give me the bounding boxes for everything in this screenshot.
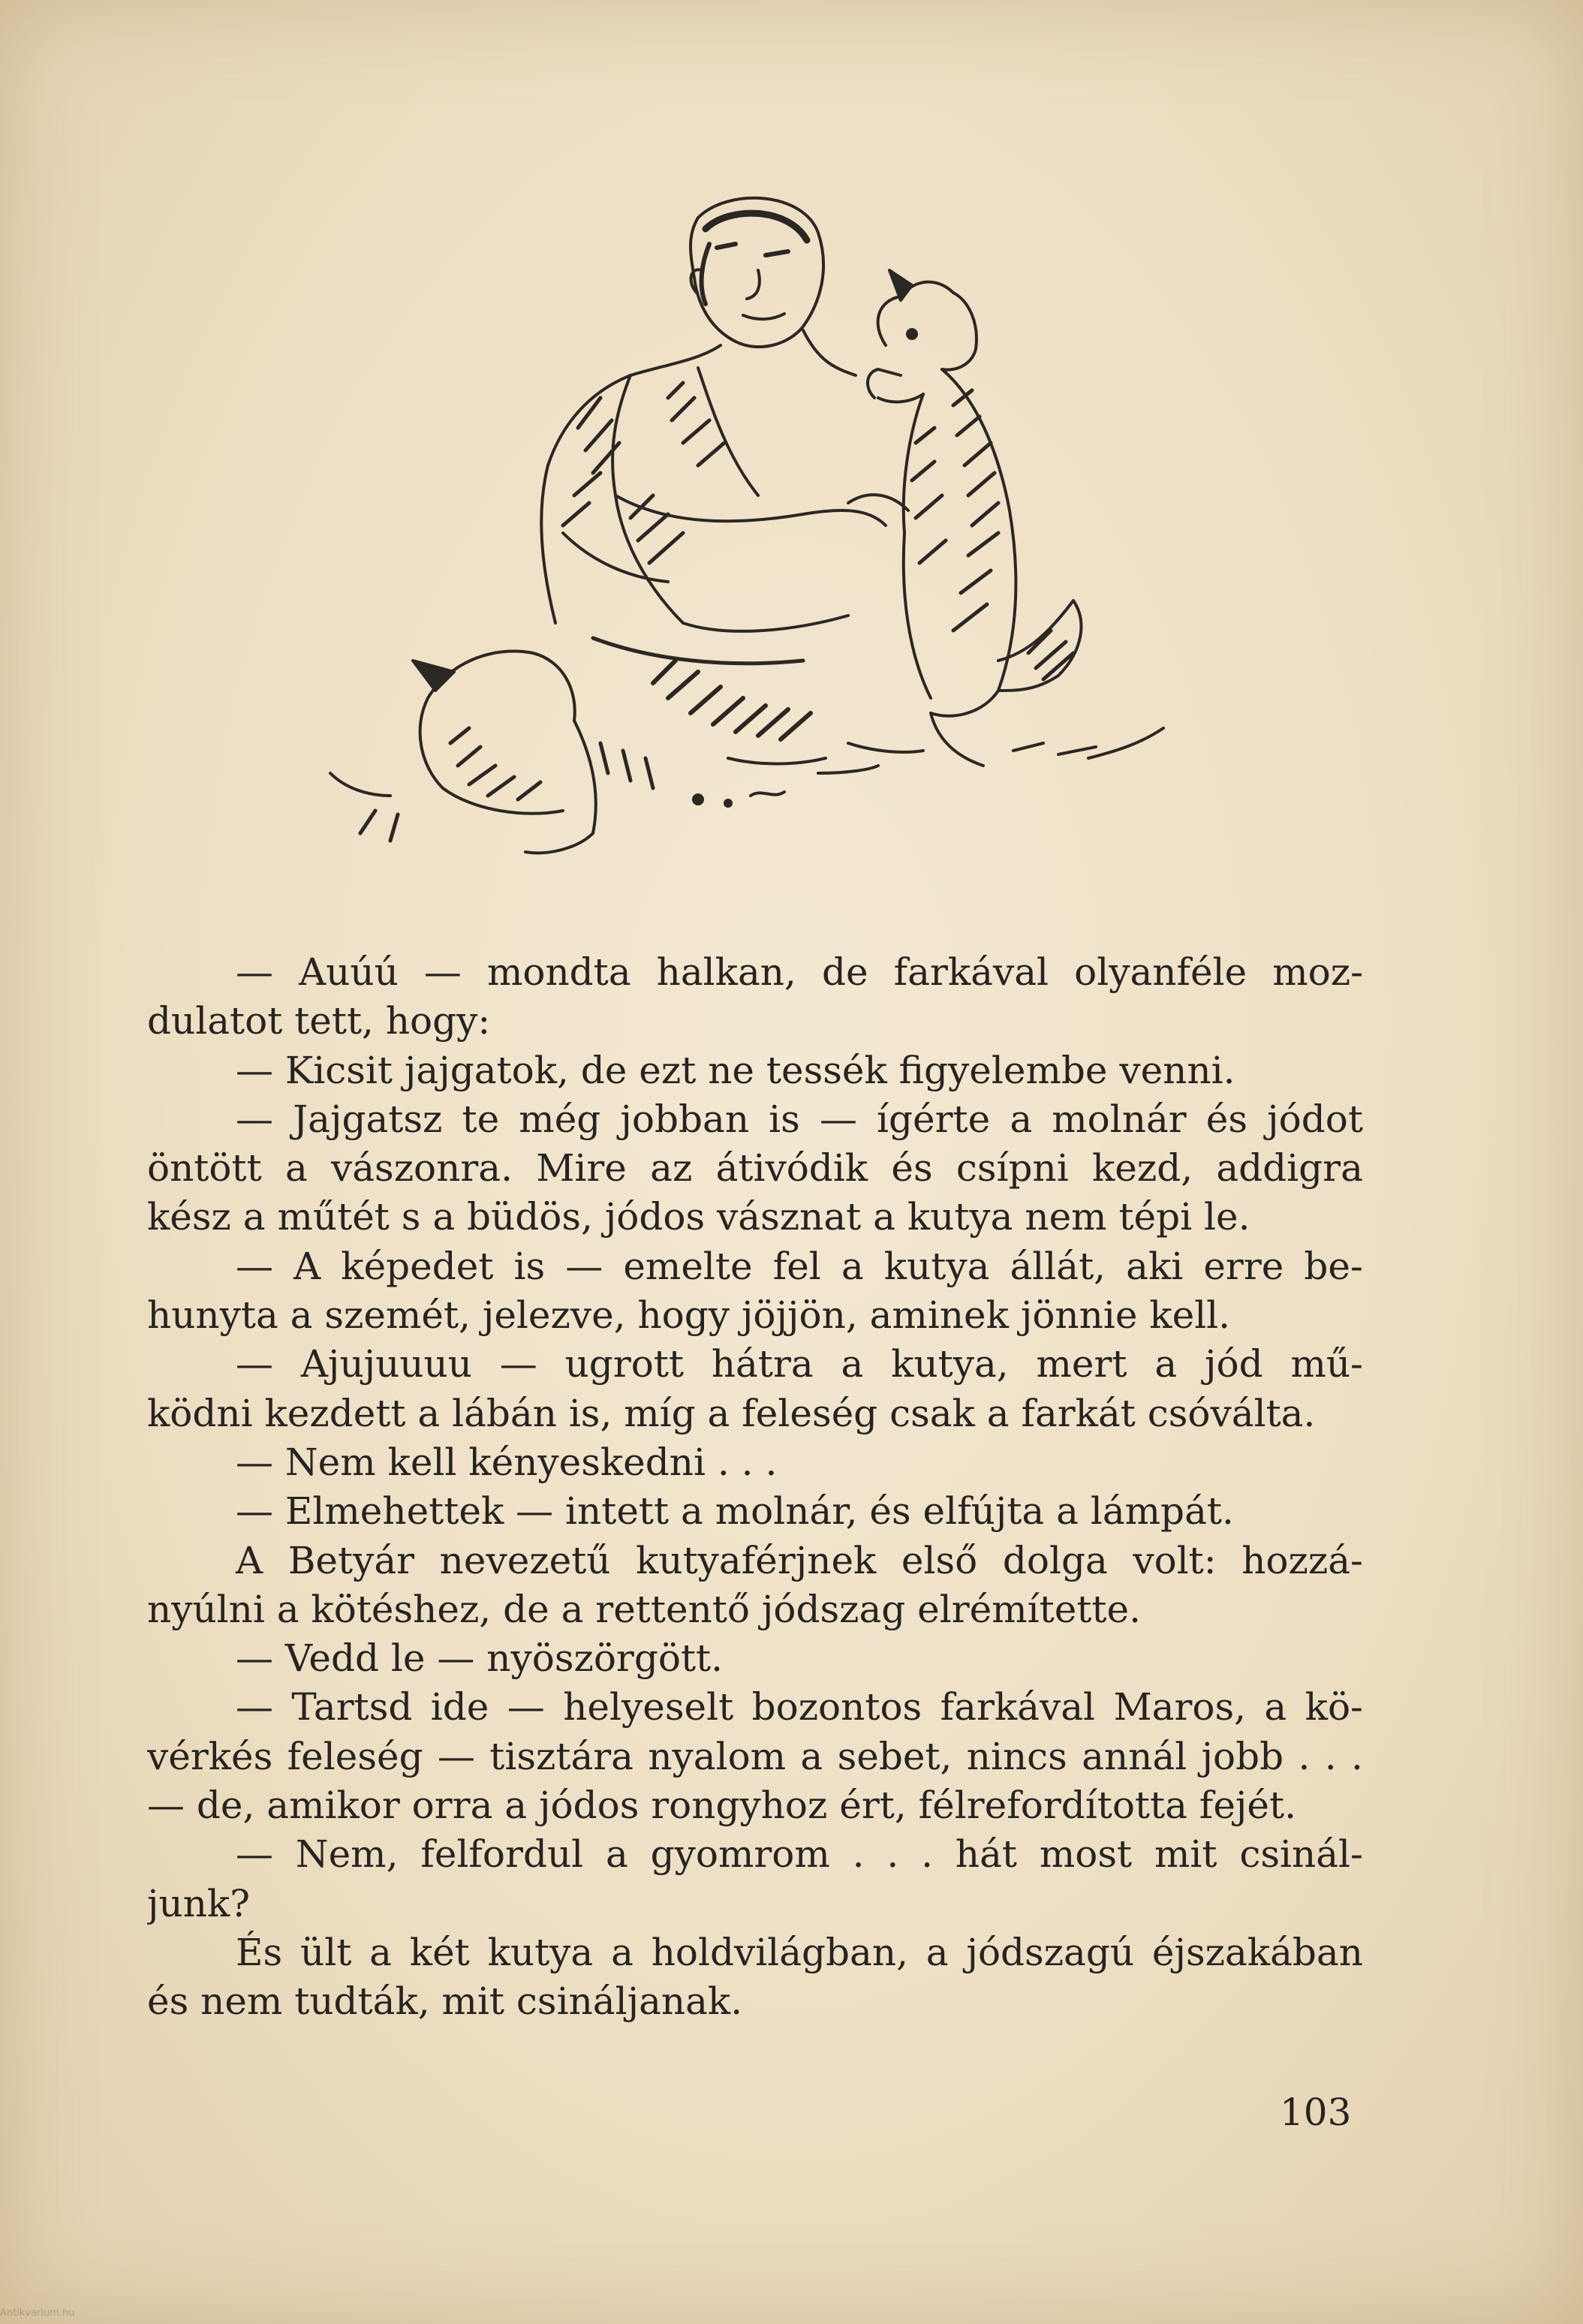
text-line <box>147 1095 1363 1144</box>
word: kutya, <box>891 1342 1009 1386</box>
word: a <box>611 1930 634 1974</box>
text-line <box>147 1732 1363 1781</box>
word: jobban <box>620 1097 750 1141</box>
word: — <box>565 1244 603 1288</box>
text-line <box>147 1634 1363 1683</box>
man-with-two-dogs-illustration-icon <box>278 173 1231 893</box>
word: a <box>369 1930 392 1974</box>
word: tisztára <box>489 1734 634 1778</box>
text-line <box>147 1438 1363 1487</box>
word: És <box>236 1930 283 1974</box>
word: kö- <box>1305 1685 1363 1729</box>
word: az <box>650 1146 693 1191</box>
word: ígérte <box>877 1097 991 1141</box>
word: volt: <box>1133 1538 1217 1582</box>
text-line <box>147 997 1363 1046</box>
word: . <box>1351 1734 1363 1778</box>
line-text: nyúlni a kötéshez, de a rettentő jódszag elrémítette. <box>147 1587 1141 1631</box>
word: gyomrom <box>650 1832 830 1877</box>
word: és <box>891 1146 933 1191</box>
word: a <box>841 1342 864 1386</box>
word: nevezetű <box>439 1538 611 1582</box>
word: vérkés <box>147 1734 273 1778</box>
word: olyanféle <box>1074 950 1247 994</box>
word: emelte <box>623 1244 753 1288</box>
word: vászonra. <box>331 1146 513 1191</box>
word: a <box>925 1930 949 1974</box>
word: holdvilágban, <box>651 1930 908 1974</box>
word: helyeselt <box>563 1685 734 1729</box>
word: de <box>821 950 868 994</box>
word: mondta <box>486 950 631 994</box>
line-text: ködni kezdett a lábán is, míg a feleség csak a farkát csóválta. <box>147 1391 1316 1435</box>
word: Jajgatsz <box>293 1097 443 1141</box>
watermark: Antikvarium.hu <box>0 2307 75 2319</box>
word: éjszakában <box>1151 1930 1363 1974</box>
word: a <box>1264 1685 1287 1729</box>
word: — <box>236 950 273 994</box>
word: most <box>1039 1832 1133 1877</box>
word: mű- <box>1290 1342 1363 1386</box>
word: állát, <box>1010 1244 1106 1288</box>
word: A <box>236 1538 263 1582</box>
text-line <box>147 1977 1363 2026</box>
word: a <box>284 1146 308 1191</box>
word: — <box>499 1342 537 1386</box>
word: fel <box>772 1244 821 1288</box>
word: moz- <box>1272 950 1363 994</box>
text-line <box>147 1340 1363 1389</box>
word: jobb <box>1201 1734 1284 1778</box>
word: kutya <box>487 1930 594 1974</box>
word: dolga <box>1002 1538 1108 1582</box>
word: — <box>236 1097 273 1141</box>
word: — <box>236 1685 273 1729</box>
text-line <box>147 1193 1363 1242</box>
word: is <box>513 1244 546 1288</box>
word: sebet, <box>837 1734 953 1778</box>
standing-dog-figure <box>848 270 1163 766</box>
word: — <box>236 1832 273 1877</box>
word: — <box>423 950 462 994</box>
text-line <box>147 1781 1363 1830</box>
word: Betyár <box>287 1538 415 1582</box>
line-text: — Nem kell kényeskedni . . . <box>236 1440 778 1484</box>
text-line <box>147 1880 1363 1928</box>
text-line <box>147 1144 1363 1193</box>
word: hátra <box>711 1342 814 1386</box>
ground-hatching <box>593 638 1096 806</box>
page-number: 103 <box>1280 2091 1352 2134</box>
word: még <box>519 1097 601 1141</box>
word: ugrott <box>564 1342 685 1386</box>
text-line <box>147 1487 1363 1536</box>
word: . <box>1298 1734 1311 1778</box>
word: feleség <box>287 1734 423 1778</box>
word: és <box>1205 1097 1248 1141</box>
text-line <box>147 1928 1363 1977</box>
word: kezd, <box>1091 1146 1193 1191</box>
word: addigra <box>1216 1146 1363 1191</box>
text-line <box>147 948 1363 997</box>
line-text: — Vedd le — nyöszörgött. <box>236 1636 724 1681</box>
sitting-dog-figure <box>330 652 596 853</box>
word: csinál- <box>1239 1832 1363 1877</box>
word: hozzá- <box>1241 1538 1363 1582</box>
text-line <box>147 1683 1363 1732</box>
word: annál <box>1082 1734 1187 1778</box>
word: a <box>800 1734 823 1778</box>
word: két <box>409 1930 470 1974</box>
text-line <box>147 1242 1363 1291</box>
word: nyalom <box>648 1734 787 1778</box>
word: jódot <box>1267 1097 1363 1141</box>
word: felfordul <box>420 1832 584 1877</box>
word: — <box>236 1342 273 1386</box>
word: kutya <box>883 1244 990 1288</box>
word: — <box>507 1685 545 1729</box>
word: csípni <box>956 1146 1069 1191</box>
word: is <box>769 1097 800 1141</box>
man-figure <box>541 198 886 631</box>
line-text: junk? <box>147 1881 251 1925</box>
word: ide <box>430 1685 489 1729</box>
word: . <box>1324 1734 1337 1778</box>
text-line <box>147 1291 1363 1340</box>
word: farkával <box>940 1685 1096 1729</box>
word: . <box>852 1832 865 1877</box>
text-line <box>147 1389 1363 1438</box>
word: kutyaférjnek <box>636 1538 877 1582</box>
word: a <box>605 1832 628 1877</box>
word: Nem, <box>295 1832 399 1877</box>
word: — <box>437 1734 475 1778</box>
word: öntött <box>147 1146 262 1191</box>
word: hát <box>955 1832 1018 1877</box>
word: első <box>901 1538 978 1582</box>
word: mit <box>1154 1832 1217 1877</box>
word: nincs <box>966 1734 1067 1778</box>
word: jód <box>1204 1342 1263 1386</box>
word: — <box>819 1097 857 1141</box>
text-line <box>147 1830 1363 1879</box>
word: A <box>293 1244 321 1288</box>
line-text: — Elmehettek — intett a molnár, és elfújta a lámpát. <box>236 1489 1234 1534</box>
word: erre <box>1203 1244 1284 1288</box>
word: a <box>1010 1097 1033 1141</box>
word: halkan, <box>656 950 796 994</box>
word: aki <box>1126 1244 1184 1288</box>
word: — <box>236 1244 273 1288</box>
word: képedet <box>341 1244 494 1288</box>
text-line <box>147 1537 1363 1585</box>
word: a <box>1154 1342 1178 1386</box>
word: molnár <box>1052 1097 1187 1141</box>
line-text: hunyta a szemét, jelezve, hogy jöjjön, aminek jönnie kell. <box>147 1293 1231 1338</box>
word: be- <box>1304 1244 1363 1288</box>
word: bozontos <box>751 1685 922 1729</box>
word: Ajujuuuu <box>300 1342 472 1386</box>
word: ült <box>300 1930 352 1974</box>
word: mert <box>1036 1342 1127 1386</box>
text-line <box>147 1046 1363 1095</box>
text-line <box>147 1585 1363 1634</box>
word: te <box>462 1097 500 1141</box>
word: Auúú <box>299 950 399 994</box>
word: Maros, <box>1113 1685 1246 1729</box>
line-text: dulatot tett, hogy: <box>147 999 491 1043</box>
line-text: — Kicsit jajgatok, de ezt ne tessék figyelembe venni. <box>236 1048 1235 1092</box>
word: farkával <box>893 950 1049 994</box>
word: . <box>886 1832 899 1877</box>
word: jódszagú <box>966 1930 1135 1974</box>
body-text <box>147 948 1363 2027</box>
word: a <box>841 1244 864 1288</box>
word: Tartsd <box>291 1685 413 1729</box>
word: . <box>921 1832 934 1877</box>
line-text: kész a műtét s a büdös, jódos vásznat a kutya nem tépi le. <box>147 1195 1250 1239</box>
word: Mire <box>536 1146 627 1191</box>
word: átivódik <box>715 1146 868 1191</box>
line-text: és nem tudták, mit csináljanak. <box>147 1979 743 2024</box>
line-text: — de, amikor orra a jódos rongyhoz ért, félrefordította fejét. <box>147 1784 1296 1828</box>
